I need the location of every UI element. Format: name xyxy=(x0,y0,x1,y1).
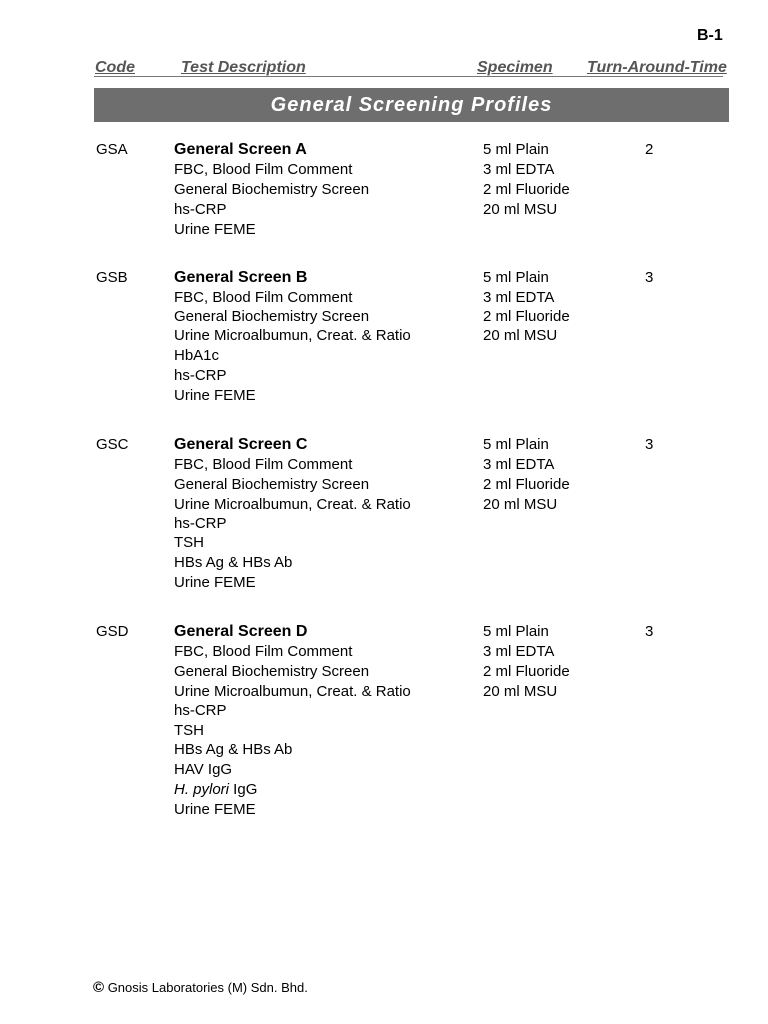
profile-title: General Screen A xyxy=(174,141,307,158)
organism-italic: H. pylori xyxy=(174,781,230,798)
footer-copyright xyxy=(93,979,308,996)
test-item: HBs Ag & HBs Ab xyxy=(174,741,293,758)
specimen-item: 20 ml MSU xyxy=(483,327,558,344)
specimen-item: 2 ml Fluoride xyxy=(483,181,570,198)
test-item: General Biochemistry Screen xyxy=(174,476,370,493)
footer-text: Gnosis Laboratories (M) Sdn. Bhd. xyxy=(107,980,308,995)
test-item: Urine FEME xyxy=(174,387,256,404)
profile-code: GSD xyxy=(96,623,129,640)
specimen-item: 20 ml MSU xyxy=(483,683,558,700)
test-item: hs-CRP xyxy=(174,702,227,719)
specimen-item: 2 ml Fluoride xyxy=(483,308,570,325)
profile-title: General Screen D xyxy=(174,623,308,640)
test-item-hpylori: H. pylori IgG xyxy=(174,781,258,798)
test-item: Urine FEME xyxy=(174,801,256,818)
profile-tat: 3 xyxy=(645,436,654,453)
profile-tat: 2 xyxy=(645,141,654,158)
section-title-banner xyxy=(94,88,729,122)
test-item: TSH xyxy=(174,534,204,551)
test-item: TSH xyxy=(174,722,204,739)
test-item: Urine Microalbumun, Creat. & Ratio xyxy=(174,683,411,700)
specimen-item: 2 ml Fluoride xyxy=(483,663,570,680)
header-code: Code xyxy=(95,59,135,76)
test-item: FBC, Blood Film Comment xyxy=(174,643,353,660)
test-item: HBs Ag & HBs Ab xyxy=(174,554,293,571)
profile-tat: 3 xyxy=(645,623,654,640)
header-test-description: Test Description xyxy=(181,59,306,76)
test-item: hs-CRP xyxy=(174,515,227,532)
test-item: FBC, Blood Film Comment xyxy=(174,161,353,178)
section-title: General Screening Profiles xyxy=(270,93,553,116)
test-item: Urine FEME xyxy=(174,221,256,238)
profile-code: GSB xyxy=(96,269,128,286)
specimen-item: 20 ml MSU xyxy=(483,496,558,513)
test-item: General Biochemistry Screen xyxy=(174,181,370,198)
specimen-item: 3 ml EDTA xyxy=(483,161,555,178)
test-item: HbA1c xyxy=(174,347,220,364)
profile-code: GSC xyxy=(96,436,129,453)
test-item: HAV IgG xyxy=(174,761,233,778)
header-rule xyxy=(94,76,723,77)
header-specimen: Specimen xyxy=(477,59,553,76)
test-item: Urine Microalbumun, Creat. & Ratio xyxy=(174,496,411,513)
test-item: hs-CRP xyxy=(174,367,227,384)
specimen-item: 5 ml Plain xyxy=(483,141,549,158)
header-turn-around-time: Turn-Around-Time xyxy=(587,59,727,76)
specimen-item: 20 ml MSU xyxy=(483,201,558,218)
test-item: FBC, Blood Film Comment xyxy=(174,289,353,306)
specimen-item: 5 ml Plain xyxy=(483,269,549,286)
test-item: FBC, Blood Film Comment xyxy=(174,456,353,473)
specimen-item: 3 ml EDTA xyxy=(483,643,555,660)
test-item: General Biochemistry Screen xyxy=(174,308,370,325)
test-item: hs-CRP xyxy=(174,201,227,218)
test-item: Urine FEME xyxy=(174,574,256,591)
copyright-symbol: © xyxy=(93,979,105,996)
specimen-item: 2 ml Fluoride xyxy=(483,476,570,493)
specimen-item: 5 ml Plain xyxy=(483,623,549,640)
page-number: B-1 xyxy=(697,27,723,44)
profile-title: General Screen C xyxy=(174,436,308,453)
test-item: General Biochemistry Screen xyxy=(174,663,370,680)
specimen-item: 3 ml EDTA xyxy=(483,456,555,473)
specimen-item: 3 ml EDTA xyxy=(483,289,555,306)
profile-tat: 3 xyxy=(645,269,654,286)
specimen-item: 5 ml Plain xyxy=(483,436,549,453)
profile-code: GSA xyxy=(96,141,128,158)
test-item: Urine Microalbumun, Creat. & Ratio xyxy=(174,327,411,344)
profile-title: General Screen B xyxy=(174,269,308,286)
